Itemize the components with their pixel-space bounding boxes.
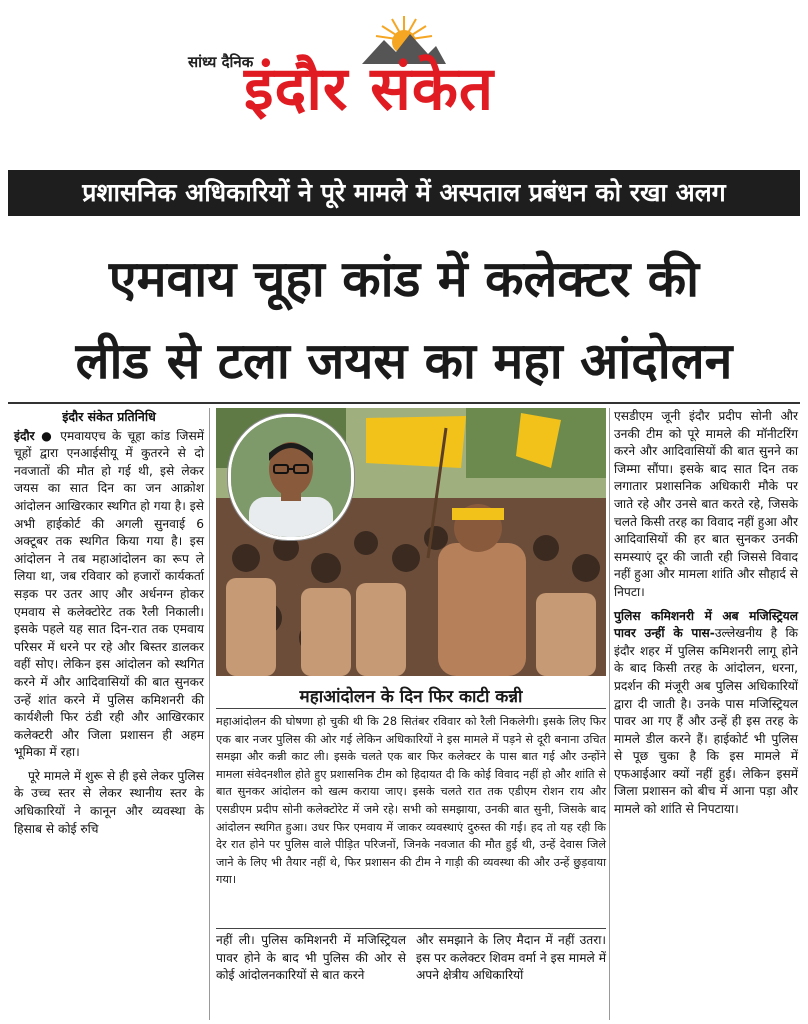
column-divider: [209, 408, 210, 1020]
dateline: इंदौर ●: [14, 428, 55, 443]
article-paragraph: पूरे मामले में शुरू से ही इसे लेकर पुलिस के उच्च स्तर से लेकर स्थानीय स्तर के अधिकारियों ने कानून और व्यवस्था के हिसाब से कोई रुचि: [14, 768, 204, 836]
byline: इंदौर संकेत प्रतिनिधि: [62, 409, 156, 424]
column-divider: [609, 408, 610, 1020]
box-rule-bottom: [216, 928, 606, 929]
inset-portrait-photo: [228, 414, 354, 540]
article-paragraph: [14, 428, 204, 762]
box-paragraph: महाआंदोलन की घोषणा हो चुकी थी कि 28 सितंबर रविवार को रैली निकलेगी। इसके लिए फिर एक बार नजर पुलिस की ओर गई लेकिन अधिकारियों ने इस मामले में पड़ने से दूरी बनाना उचित समझा और कन्नी काट ली। इसके चलते एक बार फिर कलेक्टर के पास बात गई और उन्होंने मामला संवेदनशील होते हुए प्रशासनिक टीम को हिदायत दी कि कोई विवाद नहीं हो और शांति से बात सुनकर आंदोलन को खत्म कराया जाए। इसके चलते रात तक एडीएम रोशन राय और एसडीएम प्रदीप सोनी कलेक्टोरेट में जमे रहे। सभी को समझाया, उनकी बात सुनी, जिसके बाद आंदोलन स्थगित हुआ। उधर फिर एमवाय में जाकर व्यवस्थाएं दुरुस्त की गई। हद तो यह रही कि देर रात होने पर पुलिस वाले पीड़ित परिजनों, जिनके नवजात की मौत हुई थी, उन्हें देवास जिले जाने के लिए भी तैयार नहीं थे, फिर प्रशासन की टीम ने गाड़ी की व्यवस्था की और उन्हें छुड़वाया गया।: [216, 715, 606, 887]
portrait-image: [231, 417, 351, 537]
box-heading: महाआंदोलन के दिन फिर काटी कन्नी: [299, 687, 523, 707]
headline-line-1: एमवाय चूहा कांड में कलेक्टर की: [108, 250, 700, 308]
headline-line-2: लीड से टला जयस का महा आंदोलन: [75, 332, 733, 390]
article-paragraph: एसडीएम जूनी इंदौर प्रदीप सोनी और उनकी टीम को पूरे मामले की मॉनीटरिंग करने और आदिवासियों की बात सुनने का जिम्मा सौंपा। इसके बाद सात दिन तक लगातार प्रशासनिक अधिकारी मौके पर जाते रहे और उनसे बात करते रहे, जिसके चलते किसी तरह का विवाद नहीं हुआ और आदिवासियों की हर बात सुनकर उनकी समस्याएं दूर की जाती रही जिससे विवाद नहीं हुआ और मामला शांति और सौहार्द से निपटा।: [614, 409, 799, 599]
middle-column-b: [416, 932, 606, 985]
box-story: [216, 713, 606, 889]
newspaper-name: इंदौर संकेत: [244, 54, 495, 124]
masthead-prefix: सांध्य दैनिक: [188, 53, 254, 71]
article-paragraph-text: एमवायएच के चूहा कांड जिसमें चूहों द्वारा एनआईसीयू में कुतरने से दो नवजातों की मौत हो गई थी, इसे लेकर जयस का सात दिन का जन आक्रोश आंदोलन आखिरकार स्थगित हो गया है। इसे अभी हाईकोर्ट की अगली सुनवाई 6 अक्टूबर तक स्थगित किया गया है। इस आंदोलन ने तब महाआंदोलन का रूप ले लिया था, जब रविवार को हजारों कार्यकर्ता सड़क पर उतर आए और अर्धनग्न होकर एमवाय से कलेक्टोरेट तक रैली निकाली। इसके पहले यह सात दिन-रात तक एमवाय परिसर में धरने पर रहे और बिस्तर डालकर वहीं सोए। लेकिन इस आंदोलन को स्थगित करने में और आदिवासियों की बात सुनकर उन्हें शांत करने में पुलिस कमिशनरी की कार्यशैली फिर ठंडी रही और आखिरकार कलेक्टरी और जिला प्रशासन ही अहम भूमिका में रहा।: [14, 428, 204, 760]
headline-rule: [8, 402, 800, 404]
article-paragraph: और समझाने के लिए मैदान में नहीं उतरा। इस पर कलेक्टर शिवम वर्मा ने इस मामले में अपने क्षेत्रीय अधिकारियों: [416, 933, 606, 983]
right-column: [614, 408, 798, 819]
section-subhead: पुलिस कमिशनरी में अब मजिस्ट्रियल पावर उन्हीं के पास-: [614, 608, 798, 641]
article-paragraph: [614, 608, 798, 819]
article-paragraph-text: उल्लेखनीय है कि इंदौर शहर में पुलिस कमिशनरी लागू होने के बाद किसी तरह के आंदोलन, धरना, प्रदर्शन की मंजूरी अब पुलिस अधिकारियों द्वारा दी जाती है। उनके पास मजिस्ट्रियल पावर आ गए हैं और उन्हें ही इस तरह के मामले डील करने हैं। हाईकोर्ट भी पुलिस से पूछ चुका है कि इस मामले में एफआईआर क्यों नहीं हुई। लेकिन इसमें जिला प्रशासन को बीच में आना पड़ा और मामले को शांति से निपटाया।: [614, 626, 798, 817]
left-column: [14, 408, 204, 838]
article-paragraph: नहीं ली। पुलिस कमिशनरी में मजिस्ट्रियल पावर होने के बाद भी पुलिस की ओर से कोई आंदोलनकारियों से बात करने: [216, 933, 406, 983]
masthead: [0, 0, 808, 165]
box-rule-top: [216, 708, 606, 709]
subheadline-banner: प्रशासनिक अधिकारियों ने पूरे मामले में अस्पताल प्रबंधन को रखा अलग: [8, 170, 800, 216]
middle-column-a: [216, 932, 406, 985]
